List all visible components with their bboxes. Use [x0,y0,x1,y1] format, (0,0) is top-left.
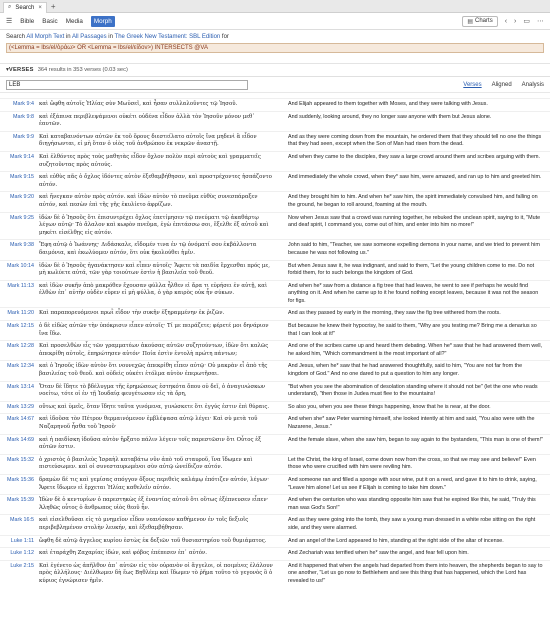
result-row[interactable] [0,131,550,151]
tab-label: Search [15,4,35,11]
verse-reference-link[interactable]: Mark 13:29 [7,403,34,410]
view-tab-aligned[interactable]: Aligned [491,81,512,88]
result-row[interactable] [0,171,550,191]
tab-bible[interactable]: Bible [20,17,35,25]
greek-text: ὤφθη δὲ αὐτῷ ἄγγελος κυρίου ἑστὼς ἐκ δεξιῶν τοῦ θυσιαστηρίου τοῦ θυμιάματος. [39,537,267,544]
greek-text: Καὶ ἐλθόντες πρὸς τοὺς μαθητὰς εἶδον ὄχλον πολὺν περὶ αὐτοὺς καὶ γραμματεῖς συζητοῦντας πρὸς αὐτούς. [39,153,261,168]
panel-menu-icon[interactable]: ▭ [523,18,530,25]
greek-text: καὶ εὐθὺς πᾶς ὁ ὄχλος ἰδόντες αὐτὸν ἐξεθαμβήθησαν, καὶ προστρέχοντες ἠσπάζοντο αὐτόν. [39,174,272,188]
result-row[interactable] [0,151,550,171]
english-text: And someone ran and filled a sponge with sour wine, put it on a reed, and gave it to him to drink, saying, "Leave him alone! Let us see if Elijah is coming to take him down." [288,476,537,491]
verse-reference-link[interactable]: Mark 13:14 [7,383,34,390]
greek-text: Καὶ καταβαινόντων αὐτῶν ἐκ τοῦ ὄρους διεστείλατο αὐτοῖς ἵνα μηδενὶ ἃ εἶδον διηγήσωνται, εἰ μὴ ὅταν ὁ υἱὸς τοῦ ἀνθρώπου ἐκ νεκρῶν ἀναστῇ. [39,133,257,148]
query-description [6,34,544,40]
verse-reference-link[interactable]: Mark 9:4 [13,101,34,107]
edition-dropdown[interactable]: The Greek New Testament: SBL Edition [114,34,221,40]
english-text: And Elijah appeared to them together with Moses, and they were talking with Jesus. [288,101,488,107]
verse-reference-link[interactable]: Mark 15:39 [7,497,34,504]
verse-reference-link[interactable]: Mark 15:36 [7,476,34,483]
greek-text: οὕτως καὶ ὑμεῖς, ὅταν ἴδητε ταῦτα γινόμενα, γινώσκετε ὅτι ἐγγύς ἐστιν ἐπὶ θύραις. [39,403,270,410]
query-area [0,30,550,64]
result-row[interactable] [0,360,550,380]
greek-text: Ὅταν δὲ ἴδητε τὸ βδέλυγμα τῆς ἐρημώσεως ἑστηκότα ὅπου οὐ δεῖ, ὁ ἀναγινώσκων νοείτω, τότε οἱ ἐν τῇ Ἰουδαίᾳ φευγέτωσαν εἰς τὰ ὄρη, [39,383,266,398]
greek-text: καὶ ἰδὼν συκῆν ἀπὸ μακρόθεν ἔχουσαν φύλλα ἦλθεν εἰ ἄρα τι εὑρήσει ἐν αὐτῇ, καὶ ἐλθὼν ἐπ᾽ αὐτὴν οὐδὲν εὗρεν εἰ μὴ φύλλα, ὁ γὰρ καιρὸς οὐκ ἦν σύκων. [39,282,268,297]
verse-reference-link[interactable]: Mark 14:67 [7,416,34,423]
view-tab-verses[interactable]: Verses [463,81,482,88]
query-prefix: Search [6,34,27,40]
greek-text: καὶ ὁ Ἰησοῦς ἰδὼν αὐτὸν ὅτι νουνεχῶς ἀπεκρίθη εἶπεν αὐτῷ· Οὐ μακρὰν εἶ ἀπὸ τῆς βασιλείας τοῦ θεοῦ. καὶ οὐδεὶς οὐκέτι ἐτόλμα αὐτὸν ἐπερωτῆσαι. [39,363,268,378]
greek-text: καὶ ἡ παιδίσκη ἰδοῦσα αὐτὸν ἤρξατο πάλιν λέγειν τοῖς παρεστῶσιν ὅτι Οὗτος ἐξ αὐτῶν ἐστιν. [39,436,262,451]
result-row[interactable] [0,560,550,588]
verse-reference-link[interactable]: Mark 9:9 [13,133,34,140]
english-text: And immediately the whole crowd, when they* saw him, were amazed, and ran up to him and greeted him. [288,174,542,181]
greek-text: καὶ εἰσελθοῦσαι εἰς τὸ μνημεῖον εἶδον νεανίσκον καθήμενον ἐν τοῖς δεξιοῖς περιβεβλημένον στολὴν λευκήν, καὶ ἐξεθαμβήθησαν. [39,517,249,531]
greek-text: ὁ δὲ εἰδὼς αὐτῶν τὴν ὑπόκρισιν εἶπεν αὐτοῖς· Τί με πειράζετε; φέρετέ μοι δηνάριον ἵνα ἴδω. [39,323,269,337]
verse-reference-link[interactable]: Mark 16:5 [10,517,34,524]
back-icon[interactable]: ‹ [504,17,508,25]
tab-search[interactable] [3,2,47,13]
verse-reference-link[interactable]: Mark 12:28 [7,343,34,350]
result-row[interactable] [0,381,550,401]
english-text: And when she* saw Peter warming himself, she looked intently at him and said, "You also were with the Nazarene, Jesus." [288,416,535,430]
more-icon[interactable]: ⋯ [537,18,544,25]
english-text: And when the centurion who was standing opposite him saw that he expired like this, he said, "Truly this man was God's Son!" [288,497,536,511]
verse-reference-link[interactable]: Luke 2:15 [10,562,34,569]
charts-label: Charts [475,18,493,24]
forward-icon[interactable]: › [514,17,517,25]
greek-text: Ἔφη αὐτῷ ὁ Ἰωάννης· Διδάσκαλε, εἴδομέν τινα ἐν τῷ ὀνόματί σου ἐκβάλλοντα δαιμόνια, καὶ ἐκωλύομεν αὐτόν, ὅτι οὐκ ἠκολούθει ἡμῖν. [39,242,257,256]
chart-icon: ▤ [467,18,474,25]
view-tab-analysis[interactable]: Analysis [521,81,544,88]
english-text: So also you, when you see these things happening, know that he is near, at the door. [288,403,491,410]
query-in-2: in [106,34,115,40]
verse-reference-link[interactable]: Mark 10:14 [7,262,34,269]
result-row[interactable] [0,494,550,514]
english-text: But because he knew their hypocrisy, he said to them, "Why are you testing me? Bring me a denarius so that I can look at it!" [288,323,537,337]
tab-bar [0,0,550,13]
passages-dropdown[interactable]: All Passages [71,34,107,40]
verse-reference-link[interactable]: Mark 9:8 [13,113,34,120]
verse-reference-link[interactable]: Mark 11:20 [7,310,34,317]
verse-reference-link[interactable]: Mark 11:13 [7,282,34,289]
english-text: And the female slave, when she saw him, began to say again to the bystanders, "This man is one of them!" [288,436,543,443]
collapse-icon[interactable]: ▾ [6,67,9,73]
result-row[interactable] [0,260,550,280]
result-row[interactable] [0,514,550,534]
version-filter-input[interactable]: LEB [6,80,248,90]
toolbar [0,13,550,30]
result-row[interactable] [0,98,550,111]
results-list [0,98,550,632]
greek-text: καὶ ἐταράχθη Ζαχαρίας ἰδών, καὶ φόβος ἐπέπεσεν ἐπ᾽ αὐτόν. [39,550,207,557]
menu-icon[interactable]: ☰ [6,18,13,25]
result-row[interactable] [0,280,550,308]
english-text: And suddenly, looking around, they no longer saw anyone with them but Jesus alone. [288,113,492,120]
greek-text: ὁ χριστὸς ὁ βασιλεὺς Ἰσραὴλ καταβάτω νῦν ἀπὸ τοῦ σταυροῦ, ἵνα ἴδωμεν καὶ πιστεύσωμεν. καὶ οἱ συνεσταυρωμένοι σὺν αὐτῷ ὠνείδιζον αὐτόν. [39,456,253,471]
result-row[interactable] [0,454,550,474]
english-text: And as they were coming down from the mountain, he ordered them that they should tell no one the things that they had seen, except when the Son of Man had risen from the dead. [288,133,542,148]
greek-text: καὶ ἰδοῦσα τὸν Πέτρον θερμαινόμενον ἐμβλέψασα αὐτῷ λέγει· Καὶ σὺ μετὰ τοῦ Ναζαρηνοῦ ἦσθα τοῦ Ἰησοῦ· [39,416,258,430]
verse-reference-link[interactable]: Mark 14:69 [7,436,34,443]
verse-reference-link[interactable]: Mark 9:25 [10,214,34,221]
charts-button[interactable] [462,16,497,27]
english-text: And Zechariah was terrified when he* saw the angel, and fear fell upon him. [288,550,469,557]
verse-reference-link[interactable]: Luke 1:11 [10,537,34,544]
verse-reference-link[interactable]: Mark 9:20 [10,194,34,201]
verses-section-header[interactable] [0,64,550,77]
greek-text: Καὶ παραπορευόμενοι πρωῒ εἶδον τὴν συκῆν ἐξηραμμένην ἐκ ῥιζῶν. [39,310,225,317]
greek-text: καὶ ἐξάπινα περιβλεψάμενοι οὐκέτι οὐδένα εἶδον ἀλλὰ τὸν Ἰησοῦν μόνον μεθ᾽ ἑαυτῶν. [39,113,255,128]
result-row[interactable] [0,340,550,360]
result-row[interactable] [0,212,550,240]
close-tab-icon[interactable]: × [38,4,42,11]
verse-reference-link[interactable]: Mark 15:32 [7,456,34,463]
result-row[interactable] [0,307,550,320]
english-text: And when he* saw from a distance a fig tree that had leaves, he went to see if perhaps he would find anything on it. And when he came up to it he found nothing except leaves, because it was not the season for figs. [288,282,539,304]
result-row[interactable] [0,535,550,548]
greek-text: Καὶ ἐγένετο ὡς ἀπῆλθον ἀπ᾽ αὐτῶν εἰς τὸν οὐρανὸν οἱ ἄγγελοι, οἱ ποιμένες ἐλάλουν πρὸς ἀλλήλους· Διέλθωμεν δὴ ἕως Βηθλέεμ καὶ ἴδωμεν τὸ ῥῆμα τοῦτο τὸ γεγονὸς ὃ ὁ κύριος ἐγνώρισεν ἡμῖν. [39,562,273,584]
english-text: And an angel of the Lord appeared to him, standing at the right side of the altar of incense. [288,537,504,544]
english-text: And when they came to the disciples, they saw a large crowd around them and scribes arguing with them. [288,153,540,160]
english-text: John said to him, "Teacher, we saw someone expelling demons in your name, and we tried to prevent him because he was not following us." [288,242,540,256]
verses-heading: VERSES [8,67,34,73]
greek-text: ἰδὼν δὲ ὁ Ἰησοῦς ἠγανάκτησεν καὶ εἶπεν αὐτοῖς· Ἄφετε τὰ παιδία ἔρχεσθαι πρός με, μὴ κωλύετε αὐτά, τῶν γὰρ τοιούτων ἐστὶν ἡ βασιλεία τοῦ θεοῦ. [39,262,270,277]
result-row[interactable] [0,111,550,131]
result-row[interactable] [0,413,550,433]
english-text: And as they passed by early in the morning, they saw the fig tree withered from the roots. [288,310,501,317]
greek-text: Καὶ προσελθὼν εἷς τῶν γραμματέων ἀκούσας αὐτῶν συζητούντων, ἰδὼν ὅτι καλῶς ἀπεκρίθη αὐτοῖς, ἐπηρώτησεν αὐτόν· Ποία ἐστὶν ἐντολὴ πρώτη πάντων; [39,343,269,357]
verse-reference-link[interactable]: Mark 9:14 [10,153,34,160]
greek-text: καὶ ὤφθη αὐτοῖς Ἠλίας σὺν Μωϋσεῖ, καὶ ἦσαν συλλαλοῦντες τῷ Ἰησοῦ. [39,101,238,107]
filter-row [0,77,550,93]
verse-reference-link[interactable]: Mark 12:34 [7,363,34,370]
query-input[interactable]: (<Lemma = lbs/el/ὁράω> OR <Lemma = lbs/el/εἶδον>) INTERSECTS @VA [6,43,544,53]
verse-reference-link[interactable]: Mark 12:15 [7,323,34,330]
english-text: And Jesus, when he* saw that he had answered thoughtfully, said to him, "You are not far from the kingdom of God." And no one dared to put a question to him any longer. [288,363,523,378]
result-row[interactable] [0,434,550,454]
view-tabs [463,82,544,88]
english-text: And one of the scribes came up and heard them debating. When he* saw that he had answered them well, he asked him, "Which commandment is the most important of all?" [288,343,543,357]
scope-dropdown[interactable]: All Morph Text [26,34,65,40]
search-icon: ⌕ [8,4,12,10]
result-row[interactable] [0,191,550,211]
result-row[interactable] [0,474,550,494]
result-row[interactable] [0,401,550,414]
query-for: for [220,34,229,40]
english-text: And they brought him to him. And when he* saw him, the spirit immediately convulsed him, and falling on the ground, he began to roll around, foaming at the mouth. [288,194,538,208]
result-count: 364 results in 353 verses (0.03 sec) [37,67,128,73]
english-text: But when Jesus saw it, he was indignant, and said to them, "Let the young children come to me. Do not forbid them, for to such belongs the kingdom of God. [288,262,535,277]
query-in: in [64,34,72,40]
add-tab-icon[interactable]: + [50,1,56,11]
result-row[interactable] [0,239,550,259]
greek-text: καὶ ἤνεγκαν αὐτὸν πρὸς αὐτόν. καὶ ἰδὼν αὐτὸν τὸ πνεῦμα εὐθὺς συνεσπάραξεν αὐτόν, καὶ πεσὼν ἐπὶ τῆς γῆς ἐκυλίετο ἀφρίζων. [39,194,258,208]
tab-media[interactable]: Media [65,17,83,25]
result-row[interactable] [0,320,550,340]
tab-morph[interactable]: Morph [91,16,115,27]
result-row[interactable] [0,547,550,560]
english-text: "But when you see the abomination of desolation standing where it should not be" (let the one who reads understand), "then those in Judea must flee to the mountains! [288,383,538,398]
english-text: Now when Jesus saw that a crowd was running together, he rebuked the unclean spirit, saying to it, "Mute and deaf spirit, I command you, come out of him, and enter into him no more!" [288,214,541,229]
english-text: And as they were going into the tomb, they saw a young man dressed in a white robe sitting on the right side, and they were alarmed. [288,517,536,531]
verse-reference-link[interactable]: Mark 9:38 [10,242,34,249]
english-text: And it happened that when the angels had departed from them into heaven, the shepherds began to say to one another, "Let us go now to Bethlehem and see this thing that has happened, which the Lord has revealed to us!" [288,562,543,584]
greek-text: Ἰδὼν δὲ ὁ κεντυρίων ὁ παρεστηκὼς ἐξ ἐναντίας αὐτοῦ ὅτι οὕτως ἐξέπνευσεν εἶπεν· Ἀληθῶς οὗτος ὁ ἄνθρωπος υἱὸς θεοῦ ἦν. [39,497,269,511]
verse-reference-link[interactable]: Mark 9:15 [10,174,34,181]
verse-reference-link[interactable]: Luke 1:12 [10,550,34,557]
greek-text: δραμὼν δέ τις καὶ γεμίσας σπόγγον ὄξους περιθεὶς καλάμῳ ἐπότιζεν αὐτόν, λέγων· Ἄφετε ἴδωμεν εἰ ἔρχεται Ἠλίας καθελεῖν αὐτόν. [39,476,269,491]
english-text: Let the Christ, the king of Israel, come down now from the cross, so that we may see and believe!" Even those who were crucified with him were reviling him. [288,456,536,471]
tab-basic[interactable]: Basic [42,17,58,25]
greek-text: ἰδὼν δὲ ὁ Ἰησοῦς ὅτι ἐπισυντρέχει ὄχλος ἐπετίμησεν τῷ πνεύματι τῷ ἀκαθάρτῳ λέγων αὐτῷ· Τὸ ἄλαλον καὶ κωφὸν πνεῦμα, ἐγὼ ἐπιτάσσω σοι, ἔξελθε ἐξ αὐτοῦ καὶ μηκέτι εἰσέλθῃς εἰς αὐτόν. [39,214,269,236]
